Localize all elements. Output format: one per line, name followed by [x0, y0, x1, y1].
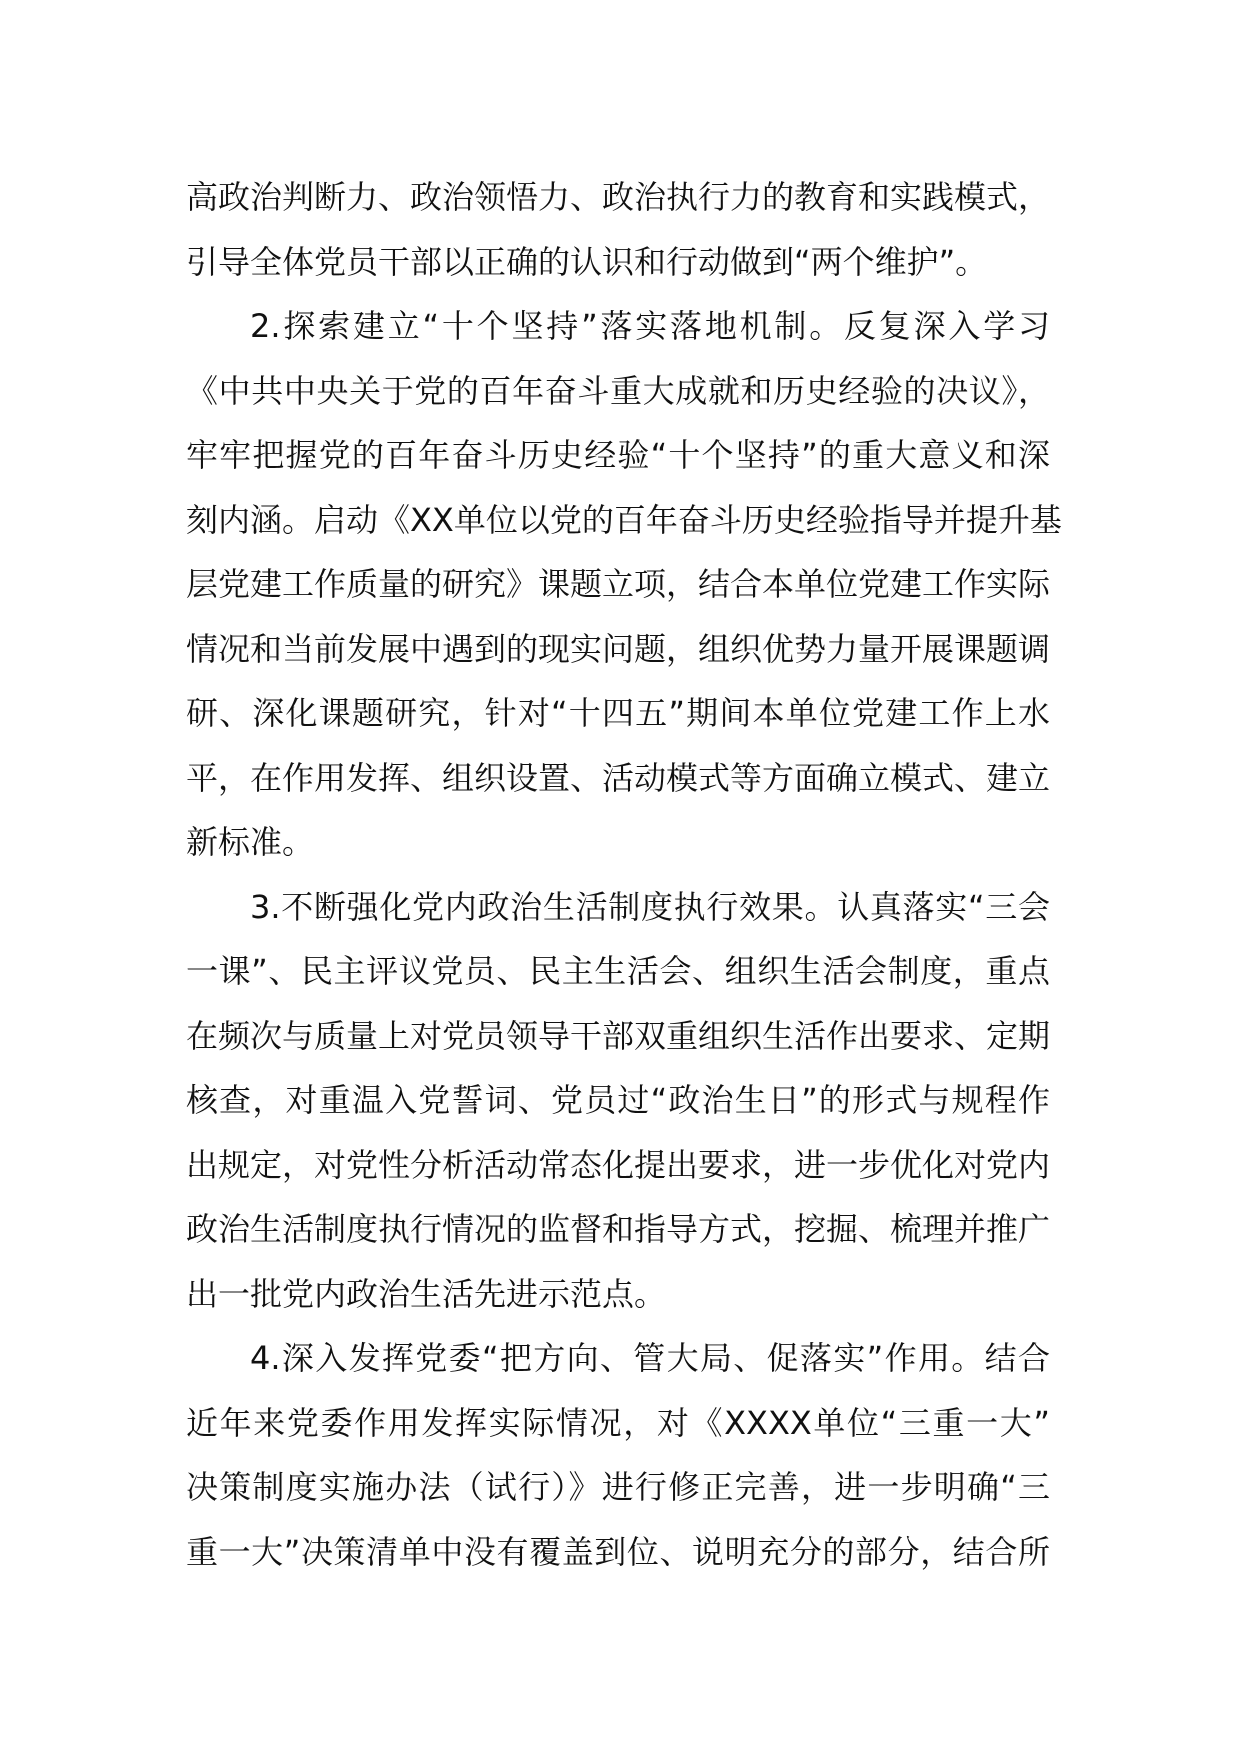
- text-line-10: 平，在作用发挥、组织设置、活动模式等方面确立模式、建立: [186, 758, 1051, 797]
- text-line-7: 层党建工作质量的研究》课题立项，结合本单位党建工作实际: [186, 565, 1051, 603]
- text-line-14: 在频次与质量上对党员领导干部双重组织生活作出要求、定期: [186, 1016, 1051, 1055]
- body-text: [186, 165, 1062, 1584]
- text-line-5: 牢牢把握党的百年奋斗历史经验“十个坚持”的重大意义和深: [186, 436, 1050, 474]
- text-line-1: 高政治判断力、政治领悟力、政治执行力的教育和实践模式，: [186, 178, 1051, 216]
- text-line-22: 重一大”决策清单中没有覆盖到位、说明充分的部分，结合所: [186, 1532, 1050, 1571]
- text-line-11: 新标准。: [186, 823, 315, 861]
- text-line-18: 出一批党内政治生活先进示范点。: [186, 1274, 667, 1313]
- text-line-9: 研、深化课题研究，针对“十四五”期间本单位党建工作上水: [186, 694, 1050, 732]
- paragraph-2-heading-line: 2.探索建立“十个坚持”落实落地机制。反复深入学习: [250, 307, 1050, 345]
- text-line-20: 近年来党委作用发挥实际情况，对《XXXX单位“三重一大”: [186, 1403, 1050, 1442]
- text-line-2: 引导全体党员干部以正确的认识和行动做到“两个维护”。: [186, 242, 988, 281]
- text-line-16: 出规定，对党性分析活动常态化提出要求，进一步优化对党内: [186, 1145, 1051, 1184]
- paragraph-3-heading-line: 3.不断强化党内政治生活制度执行效果。认真落实“三会: [250, 887, 1050, 926]
- text-line-8: 情况和当前发展中遇到的现实问题，组织优势力量开展课题调: [186, 629, 1051, 668]
- text-line-6: 刻内涵。启动《XX单位以党的百年奋斗历史经验指导并提升基: [186, 500, 1062, 539]
- paragraph-4-heading-line: 4.深入发挥党委“把方向、管大局、促落实”作用。结合: [250, 1339, 1050, 1377]
- text-line-15: 核查，对重温入党誓词、党员过“政治生日”的形式与规程作: [186, 1081, 1050, 1119]
- text-line-21: 决策制度实施办法（试行）》进行修正完善，进一步明确“三: [186, 1468, 1050, 1506]
- text-line-13: 一课”、民主评议党员、民主生活会、组织生活会制度，重点: [186, 952, 1050, 990]
- text-line-17: 政治生活制度执行情况的监督和指导方式，挖掘、梳理并推广: [186, 1210, 1051, 1248]
- text-line-4: 《中共中央关于党的百年奋斗重大成就和历史经验的决议》，: [186, 371, 1050, 410]
